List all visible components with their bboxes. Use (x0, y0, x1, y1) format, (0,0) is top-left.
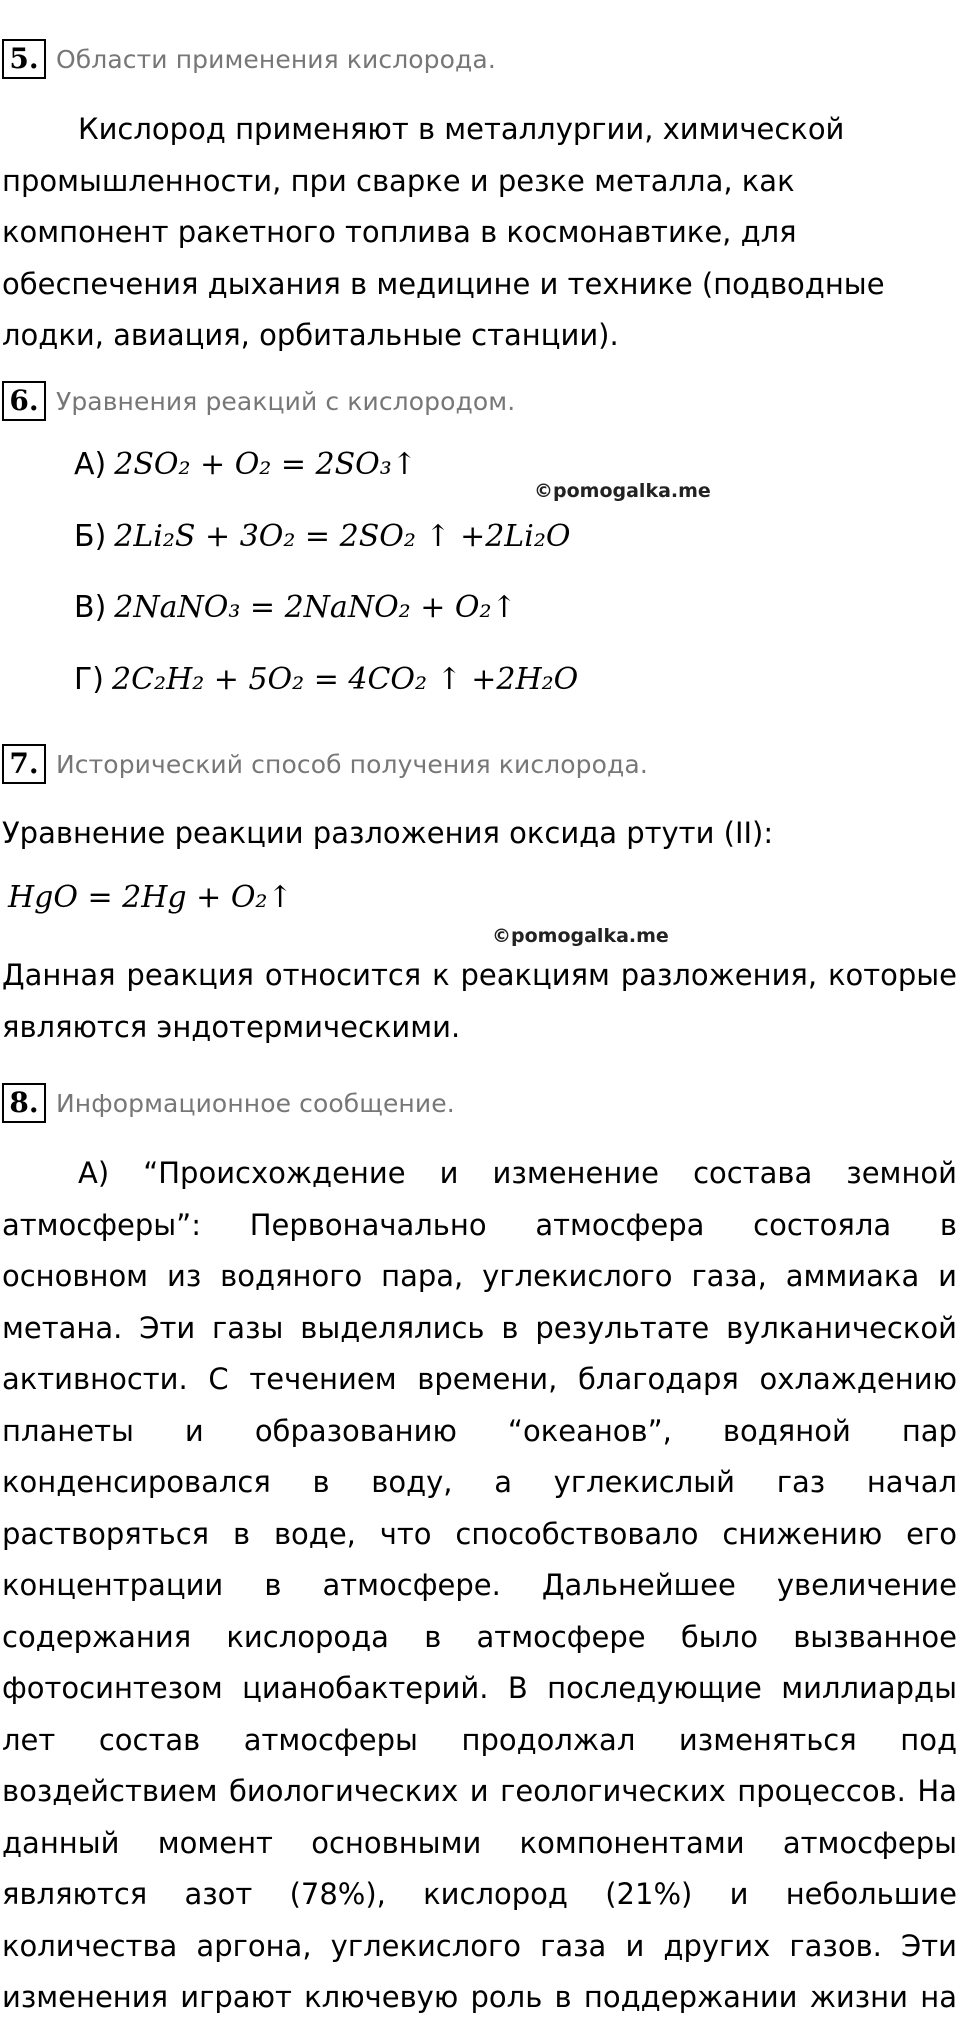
text-line: промышленности, при сварке и резке металла, как (2, 163, 795, 198)
section-title: Исторический способ получения кислорода. (56, 749, 648, 779)
section-7-header (2, 743, 648, 785)
equation-formula: 2SO₂ + O₂ = 2SO₃↑ (114, 447, 417, 482)
text-line: изменения играют ключевую роль в поддержании жизни на (2, 1980, 957, 2014)
equation-letter: В) (74, 590, 107, 625)
equation-a (74, 447, 417, 482)
text-line: воздействием биологических и геологических процессов. На (2, 1774, 957, 1808)
section-7-conclusion (2, 950, 957, 1053)
section-5-header (2, 38, 496, 80)
text-line: конденсировался в воду, а углекислый газ начал (2, 1465, 957, 1499)
text-line: метана. Эти газы выделялись в результате вулканической (2, 1310, 957, 1345)
text-line: фотосинтезом цианобактерий. В последующие миллиарды (2, 1671, 957, 1705)
equation-letter: Б) (74, 519, 107, 554)
section-number-box: 7. (2, 744, 46, 784)
section-8-header (2, 1082, 455, 1124)
section-title: Области применения кислорода. (56, 44, 496, 74)
text-line: концентрации в атмосфере. Дальнейшее увеличение (2, 1568, 957, 1602)
text-line: Данная реакция относится к реакциям разложения, которые (2, 958, 957, 992)
section-7-intro: Уравнение реакции разложения оксида ртути (II): (2, 816, 774, 850)
equation-formula: 2Li₂S + 3O₂ = 2SO₂ ↑ +2Li₂O (114, 519, 571, 554)
section-5-paragraph (2, 104, 957, 362)
section-number-box: 6. (2, 381, 46, 421)
equation-c (74, 590, 517, 625)
text-line: атмосферы”: Первоначально атмосфера состояла в (2, 1207, 957, 1242)
section-title: Информационное сообщение. (56, 1088, 455, 1118)
text-line: количества аргона, углекислого газа и других газов. Эти (2, 1928, 957, 1963)
equation-formula: HgO = 2Hg + O₂↑ (8, 880, 293, 915)
text-line: активности. С течением времени, благодаря охлаждению (2, 1362, 957, 1396)
section-6-header (2, 380, 515, 422)
text-line: данный момент основными компонентами атмосферы (2, 1825, 957, 1860)
watermark: ©pomogalka.me (492, 925, 669, 947)
section-number-box: 8. (2, 1083, 46, 1123)
text-line: планеты и образованию “океанов”, водяной пар (2, 1413, 957, 1448)
text-line: компонент ракетного топлива в космонавтике, для (2, 215, 797, 249)
text-line: основном из водяного пара, углекислого газа, аммиака и (2, 1259, 957, 1293)
text-line: являются эндотермическими. (2, 1009, 461, 1044)
equation-formula: 2C₂H₂ + 5O₂ = 4CO₂ ↑ +2H₂O (112, 662, 579, 697)
watermark: ©pomogalka.me (534, 480, 711, 502)
text-line: лодки, авиация, орбитальные станции). (2, 318, 619, 352)
equation-formula: 2NaNO₃ = 2NaNO₂ + O₂↑ (114, 590, 517, 625)
section-title: Уравнения реакций с кислородом. (56, 386, 516, 416)
equation-d (74, 662, 578, 697)
equation-letter: Г) (74, 662, 104, 697)
section-8-paragraph (2, 1148, 957, 2024)
section-number-box: 5. (2, 39, 46, 79)
text-line: обеспечения дыхания в медицине и технике (подводные (2, 266, 885, 301)
equation-b (74, 519, 570, 554)
text-line: растворяться в воде, что способствовало снижению его (2, 1516, 957, 1551)
text-line: лет состав атмосферы продолжал изменяться под (2, 1722, 957, 1757)
text-line: Кислород применяют в металлургии, химической (78, 112, 845, 146)
section-7-equation (8, 880, 293, 915)
text-line: содержания кислорода в атмосфере было вызванное (2, 1619, 957, 1654)
equation-letter: А) (74, 447, 107, 482)
text-line: А) “Происхождение и изменение состава земной (78, 1156, 957, 1190)
text-line: являются азот (78%), кислород (21%) и небольшие (2, 1877, 957, 1911)
